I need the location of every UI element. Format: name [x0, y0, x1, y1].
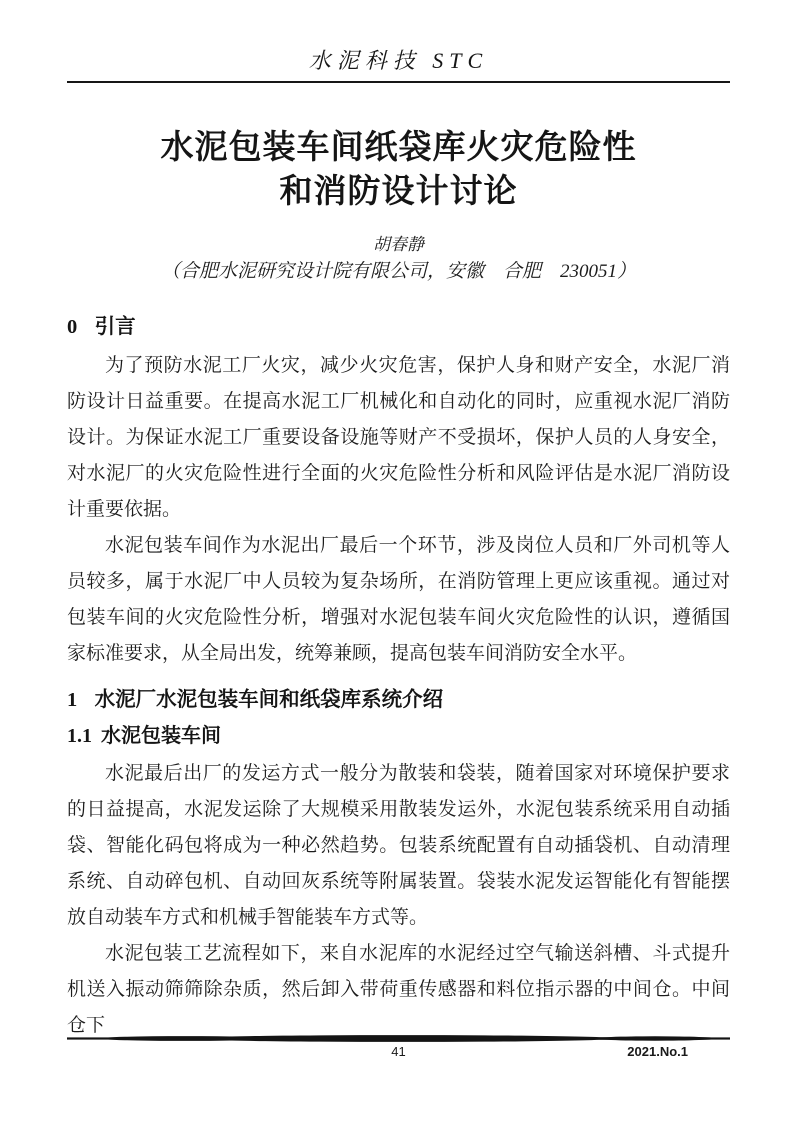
- paragraph-intro-2: 水泥包装车间作为水泥出厂最后一个环节，涉及岗位人员和厂外司机等人员较多，属于水泥厂中人员较为复杂场所，在消防管理上更应该重视。通过对包装车间的火灾危险性分析，增强对水泥包装车间火灾危险性的认识，遵循国家标准要求，从全局出发，统筹兼顾，提高包装车间消防安全水平。: [67, 535, 730, 664]
- page-footer: [67, 1034, 730, 1062]
- article-title: [67, 125, 730, 213]
- author-affiliation: （合肥水泥研究设计院有限公司，安徽 合肥 230051）: [160, 261, 636, 282]
- section-1-number: 1: [67, 689, 78, 711]
- author-name: 胡春静: [373, 235, 424, 254]
- footer-row: [67, 1044, 730, 1062]
- footer-rule: [67, 1034, 730, 1043]
- section-1-heading: [67, 686, 730, 714]
- section-0-heading: [67, 313, 730, 341]
- section-0-number: 0: [67, 316, 78, 338]
- section-0-title: 引言: [94, 315, 136, 338]
- section-1-1-title: 水泥包装车间: [101, 725, 221, 747]
- page-header: [67, 0, 730, 83]
- section-1-1-number: 1.1: [67, 725, 92, 747]
- paragraph-packing-1: 水泥最后出厂的发运方式一般分为散装和袋装，随着国家对环境保护要求的日益提高，水泥发运除了大规模采用散装发运外，水泥包装系统采用自动插袋、智能化码包将成为一种必然趋势。包装系统配置有自动插袋机、自动清理系统、自动碎包机、自动回灰系统等附属装置。袋装水泥发运智能化有智能摆放自动装车方式和机械手智能装车方式等。: [67, 763, 730, 928]
- issue-label: 2021.No.1: [627, 1044, 688, 1059]
- article-title-line1: 水泥包装车间纸袋库火灾危险性: [160, 128, 637, 165]
- article-title-line2: 和消防设计讨论: [279, 172, 518, 209]
- page-number: 41: [391, 1044, 406, 1059]
- journal-title: 水泥科技 STC: [308, 48, 489, 73]
- paragraph-packing-2: 水泥包装工艺流程如下，来自水泥库的水泥经过空气输送斜槽、斗式提升机送入振动筛筛除杂质，然后卸入带荷重传感器和料位指示器的中间仓。中间仓下: [67, 943, 730, 1036]
- section-1-1-heading: [67, 723, 730, 749]
- header-rule: [67, 81, 730, 83]
- paragraph-intro-1: 为了预防水泥工厂火灾，减少火灾危害，保护人身和财产安全，水泥厂消防设计日益重要。在提高水泥工厂机械化和自动化的同时，应重视水泥厂消防设计。为保证水泥工厂重要设备设施等财产不受损坏，保护人员的人身安全，对水泥厂的火灾危险性进行全面的火灾危险性分析和风险评估是水泥厂消防设计重要依据。: [67, 355, 730, 520]
- section-1-title: 水泥厂水泥包装车间和纸袋库系统介绍: [94, 688, 444, 711]
